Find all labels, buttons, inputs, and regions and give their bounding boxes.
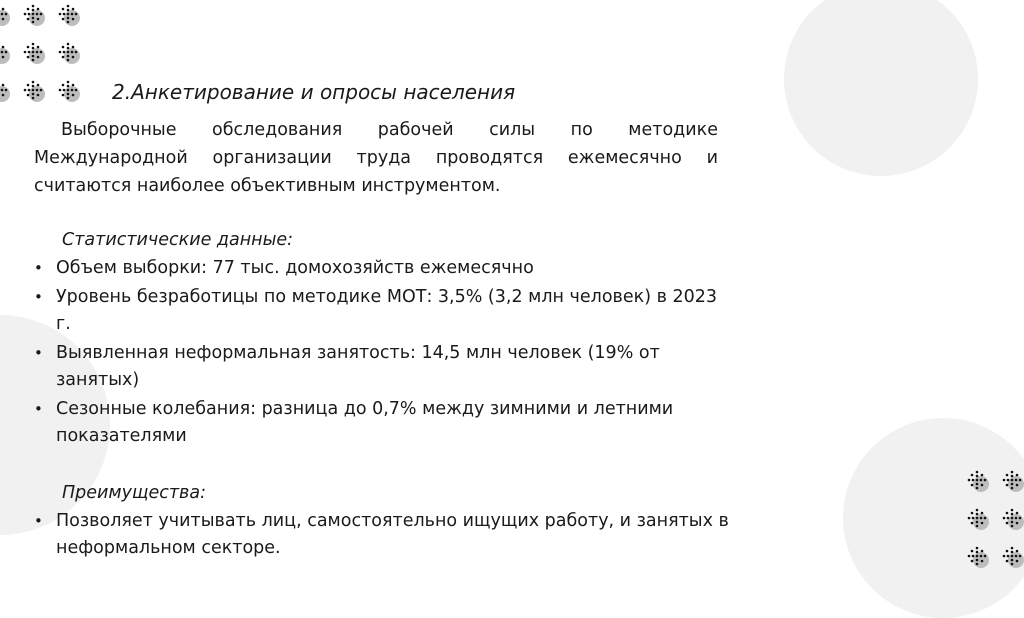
stats-list [34,255,734,452]
list-item-text: Сезонные колебания: разница до 0,7% между зимними и летними показателями [56,399,674,446]
list-item [34,255,734,282]
dot-pattern-top-left [0,0,90,112]
dot-motif-icon [24,81,45,102]
bullet-icon: • [34,259,43,277]
dot-motif-icon [24,5,45,26]
dot-motif-icon [24,43,45,64]
dot-motif-icon [59,5,80,26]
dot-motif-icon [1003,471,1024,492]
bullet-icon: • [34,512,43,530]
dot-motif-icon [59,43,80,64]
dot-motif-icon [968,471,989,492]
advantages-heading: Преимущества: [62,483,206,503]
dot-motif-icon [59,81,80,102]
stats-heading: Статистические данные: [62,230,294,250]
bullet-icon: • [34,288,43,306]
list-item [34,340,734,394]
list-item [34,396,734,450]
list-item-text: Уровень безработицы по методике МОТ: 3,5% (3,2 млн человек) в 2023 г. [56,287,717,334]
dot-motif-icon [0,81,10,102]
dot-motif-icon [968,547,989,568]
list-item-text: Позволяет учитывать лиц, самостоятельно ищущих работу, и занятых в неформальном секторе. [56,511,729,558]
list-item-text: Выявленная неформальная занятость: 14,5 млн человек (19% от занятых) [56,343,660,390]
bullet-icon: • [34,400,43,418]
intro-paragraph: Выборочные обследования рабочей силы по методике Международной организации труда проводятся ежемесячно и считаются наиболее объективным инструментом. [34,120,718,196]
list-item [34,508,734,562]
dot-motif-icon [0,43,10,64]
advantages-list [34,508,734,564]
list-item [34,284,734,338]
bullet-icon: • [34,344,43,362]
dot-motif-icon [1003,509,1024,530]
decorative-circle-top-right [784,0,978,176]
dot-motif-icon [1003,547,1024,568]
dot-pattern-bottom-right [955,460,1024,576]
list-item-text: Объем выборки: 77 тыс. домохозяйств ежемесячно [56,258,534,278]
dot-motif-icon [968,509,989,530]
slide-title: 2.Анкетирование и опросы населения [112,80,516,104]
dot-motif-icon [0,5,10,26]
